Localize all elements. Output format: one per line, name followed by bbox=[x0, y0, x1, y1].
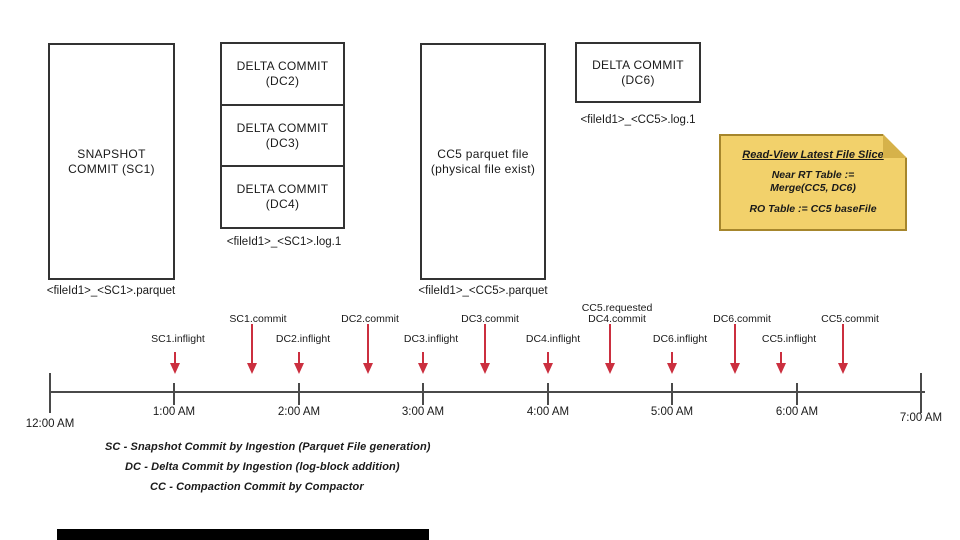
note-near-rt-line2: Merge(CC5, DC6) bbox=[770, 182, 856, 194]
dc2-label-line1: DELTA COMMIT bbox=[236, 58, 329, 73]
note-title: Read-View Latest File Slice bbox=[742, 149, 884, 161]
delta-commit-stack bbox=[220, 42, 345, 229]
arrow-down-icon-dc6-commit bbox=[734, 324, 736, 363]
timeline-axis bbox=[50, 391, 925, 393]
snapshot-commit-box bbox=[48, 43, 175, 280]
snapshot-commit-label-line1: SNAPSHOT bbox=[77, 146, 146, 161]
hour-label-3am: 3:00 AM bbox=[401, 406, 445, 418]
note-ro-table-line: RO Table := CC5 baseFile bbox=[749, 203, 877, 215]
delta-commit-dc6-box bbox=[575, 42, 701, 103]
event-label-dc6-inflight: DC6.inflight bbox=[652, 333, 708, 345]
hour-label-2am: 2:00 AM bbox=[277, 406, 321, 418]
arrow-down-icon-dc3-inflight bbox=[422, 352, 424, 363]
arrow-down-icon-dc4-inflight bbox=[547, 352, 549, 363]
timeline-tick-3am bbox=[422, 383, 424, 405]
delta-commit-cell-dc3 bbox=[222, 106, 343, 168]
sc1-parquet-file-label: <fileId1>_<SC1>.parquet bbox=[46, 285, 176, 297]
timeline-tick-2am bbox=[298, 383, 300, 405]
event-label-dc2-inflight: DC2.inflight bbox=[275, 333, 331, 345]
hour-label-4am: 4:00 AM bbox=[526, 406, 570, 418]
event-label-dc6-commit: DC6.commit bbox=[713, 313, 771, 325]
event-label-cc5-inflight: CC5.inflight bbox=[761, 333, 817, 345]
note-near-rt-line1: Near RT Table := bbox=[771, 169, 855, 181]
legend-line-dc: DC - Delta Commit by Ingestion (log-block addition) bbox=[125, 461, 400, 473]
event-label-cc5-commit: CC5.commit bbox=[821, 313, 879, 325]
hour-label-7am: 7:00 AM bbox=[899, 412, 943, 424]
dc4-label-line1: DELTA COMMIT bbox=[236, 182, 329, 197]
timeline-tick-1am bbox=[173, 383, 175, 405]
arrow-down-icon-sc1-commit bbox=[251, 324, 253, 363]
event-label-cc5-requested: CC5.requested bbox=[581, 302, 653, 314]
sc1-log-file-label: <fileId1>_<SC1>.log.1 bbox=[226, 236, 342, 248]
dc3-label-line2: (DC3) bbox=[265, 135, 300, 150]
event-label-dc4-commit: DC4.commit bbox=[588, 313, 646, 325]
arrow-down-icon-sc1-inflight bbox=[174, 352, 176, 363]
cc5-label-line1: CC5 parquet file bbox=[437, 146, 529, 161]
delta-commit-cell-dc2 bbox=[222, 44, 343, 106]
hour-label-1am: 1:00 AM bbox=[152, 406, 196, 418]
hour-label-12am: 12:00 AM bbox=[25, 418, 75, 430]
arrow-down-icon-dc2-commit bbox=[367, 324, 369, 363]
arrow-down-icon-cc5-inflight bbox=[780, 352, 782, 363]
read-view-sticky-note bbox=[719, 134, 907, 231]
hour-label-5am: 5:00 AM bbox=[650, 406, 694, 418]
cc5-label-line2: (physical file exist) bbox=[430, 161, 536, 176]
delta-commit-cell-dc4 bbox=[222, 167, 343, 227]
arrow-down-icon-dc4-commit bbox=[609, 324, 611, 363]
timeline-tick-7am bbox=[920, 373, 922, 413]
timeline-tick-5am bbox=[671, 383, 673, 405]
dc3-label-line1: DELTA COMMIT bbox=[236, 120, 329, 135]
arrow-down-icon-dc2-inflight bbox=[298, 352, 300, 363]
event-label-sc1-commit: SC1.commit bbox=[229, 313, 287, 325]
legend-line-cc: CC - Compaction Commit by Compactor bbox=[150, 481, 364, 493]
arrow-down-icon-dc6-inflight bbox=[671, 352, 673, 363]
legend-line-sc: SC - Snapshot Commit by Ingestion (Parquet File generation) bbox=[105, 441, 431, 453]
snapshot-commit-label-line2: COMMIT (SC1) bbox=[68, 161, 155, 176]
timeline-tick-12am bbox=[49, 373, 51, 413]
timeline-tick-6am bbox=[796, 383, 798, 405]
dc6-label-line1: DELTA COMMIT bbox=[592, 57, 684, 72]
hour-label-6am: 6:00 AM bbox=[775, 406, 819, 418]
arrow-down-icon-cc5-commit bbox=[842, 324, 844, 363]
dc4-label-line2: (DC4) bbox=[265, 197, 300, 212]
cc5-log-file-label: <fileId1>_<CC5>.log.1 bbox=[580, 114, 696, 126]
event-label-dc2-commit: DC2.commit bbox=[341, 313, 399, 325]
event-label-sc1-inflight: SC1.inflight bbox=[151, 333, 205, 345]
dc2-label-line2: (DC2) bbox=[265, 73, 300, 88]
cc5-parquet-box bbox=[420, 43, 546, 280]
event-label-dc3-inflight: DC3.inflight bbox=[403, 333, 459, 345]
bottom-black-bar bbox=[57, 529, 429, 540]
cc5-parquet-file-label: <fileId1>_<CC5>.parquet bbox=[418, 285, 548, 297]
timeline-tick-4am bbox=[547, 383, 549, 405]
event-label-dc3-commit: DC3.commit bbox=[461, 313, 519, 325]
dc6-label-line2: (DC6) bbox=[621, 72, 655, 87]
event-label-dc4-inflight: DC4.inflight bbox=[525, 333, 581, 345]
arrow-down-icon-dc3-commit bbox=[484, 324, 486, 363]
